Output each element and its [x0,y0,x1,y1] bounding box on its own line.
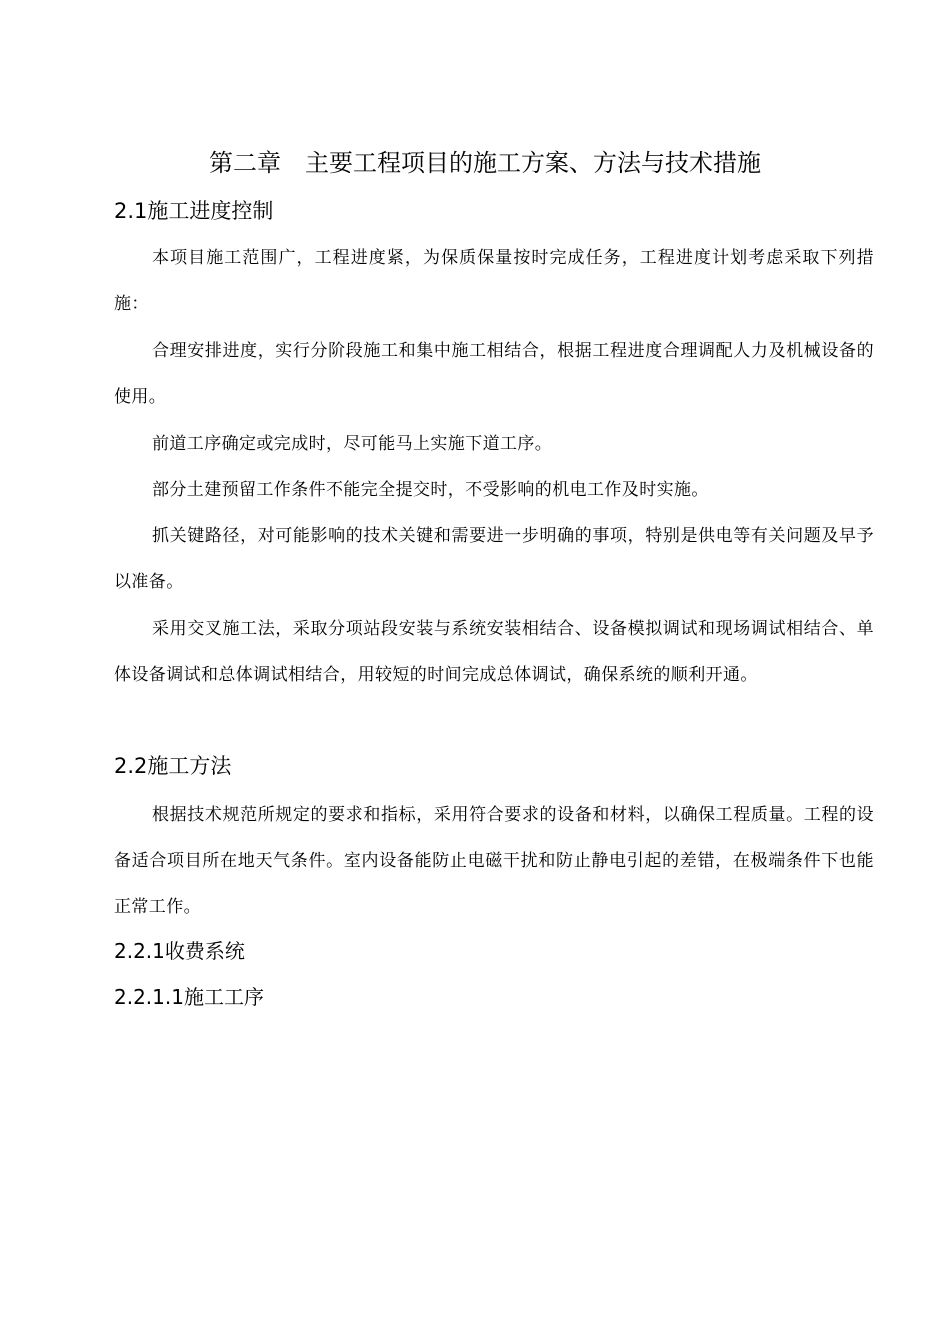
chapter-title: 第二章 主要工程项目的施工方案、方法与技术措施 [209,149,761,177]
paragraph: 前道工序确定或完成时，尽可能马上实施下道工序。 [152,434,553,454]
section-heading-2-1: 2.1施工进度控制 [114,199,274,223]
paragraph: 本项目施工范围广，工程进度紧，为保质保量按时完成任务，工程进度计划考虑采取下列措施： [114,248,874,314]
section-heading-2-2-1: 2.2.1收费系统 [114,939,245,963]
paragraph: 根据技术规范所规定的要求和指标，采用符合要求的设备和材料，以确保工程质量。工程的设备适合项目所在地天气条件。室内设备能防止电磁干扰和防止静电引起的差错，在极端条件下也能正常工作。 [114,805,874,917]
section-heading-2-2: 2.2施工方法 [114,754,232,778]
paragraph: 部分土建预留工作条件不能完全提交时，不受影响的机电工作及时实施。 [152,480,709,500]
section-heading-2-2-1-1: 2.2.1.1施工工序 [114,985,264,1009]
paragraph: 采用交叉施工法，采取分项站段安装与系统安装相结合、设备模拟调试和现场调试相结合、单体设备调试和总体调试相结合，用较短的时间完成总体调试，确保系统的顺利开通。 [114,619,874,685]
paragraph: 合理安排进度，实行分阶段施工和集中施工相结合，根据工程进度合理调配人力及机械设备的使用。 [114,341,874,407]
paragraph: 抓关键路径，对可能影响的技术关键和需要进一步明确的事项，特别是供电等有关问题及早予以准备。 [114,526,874,592]
